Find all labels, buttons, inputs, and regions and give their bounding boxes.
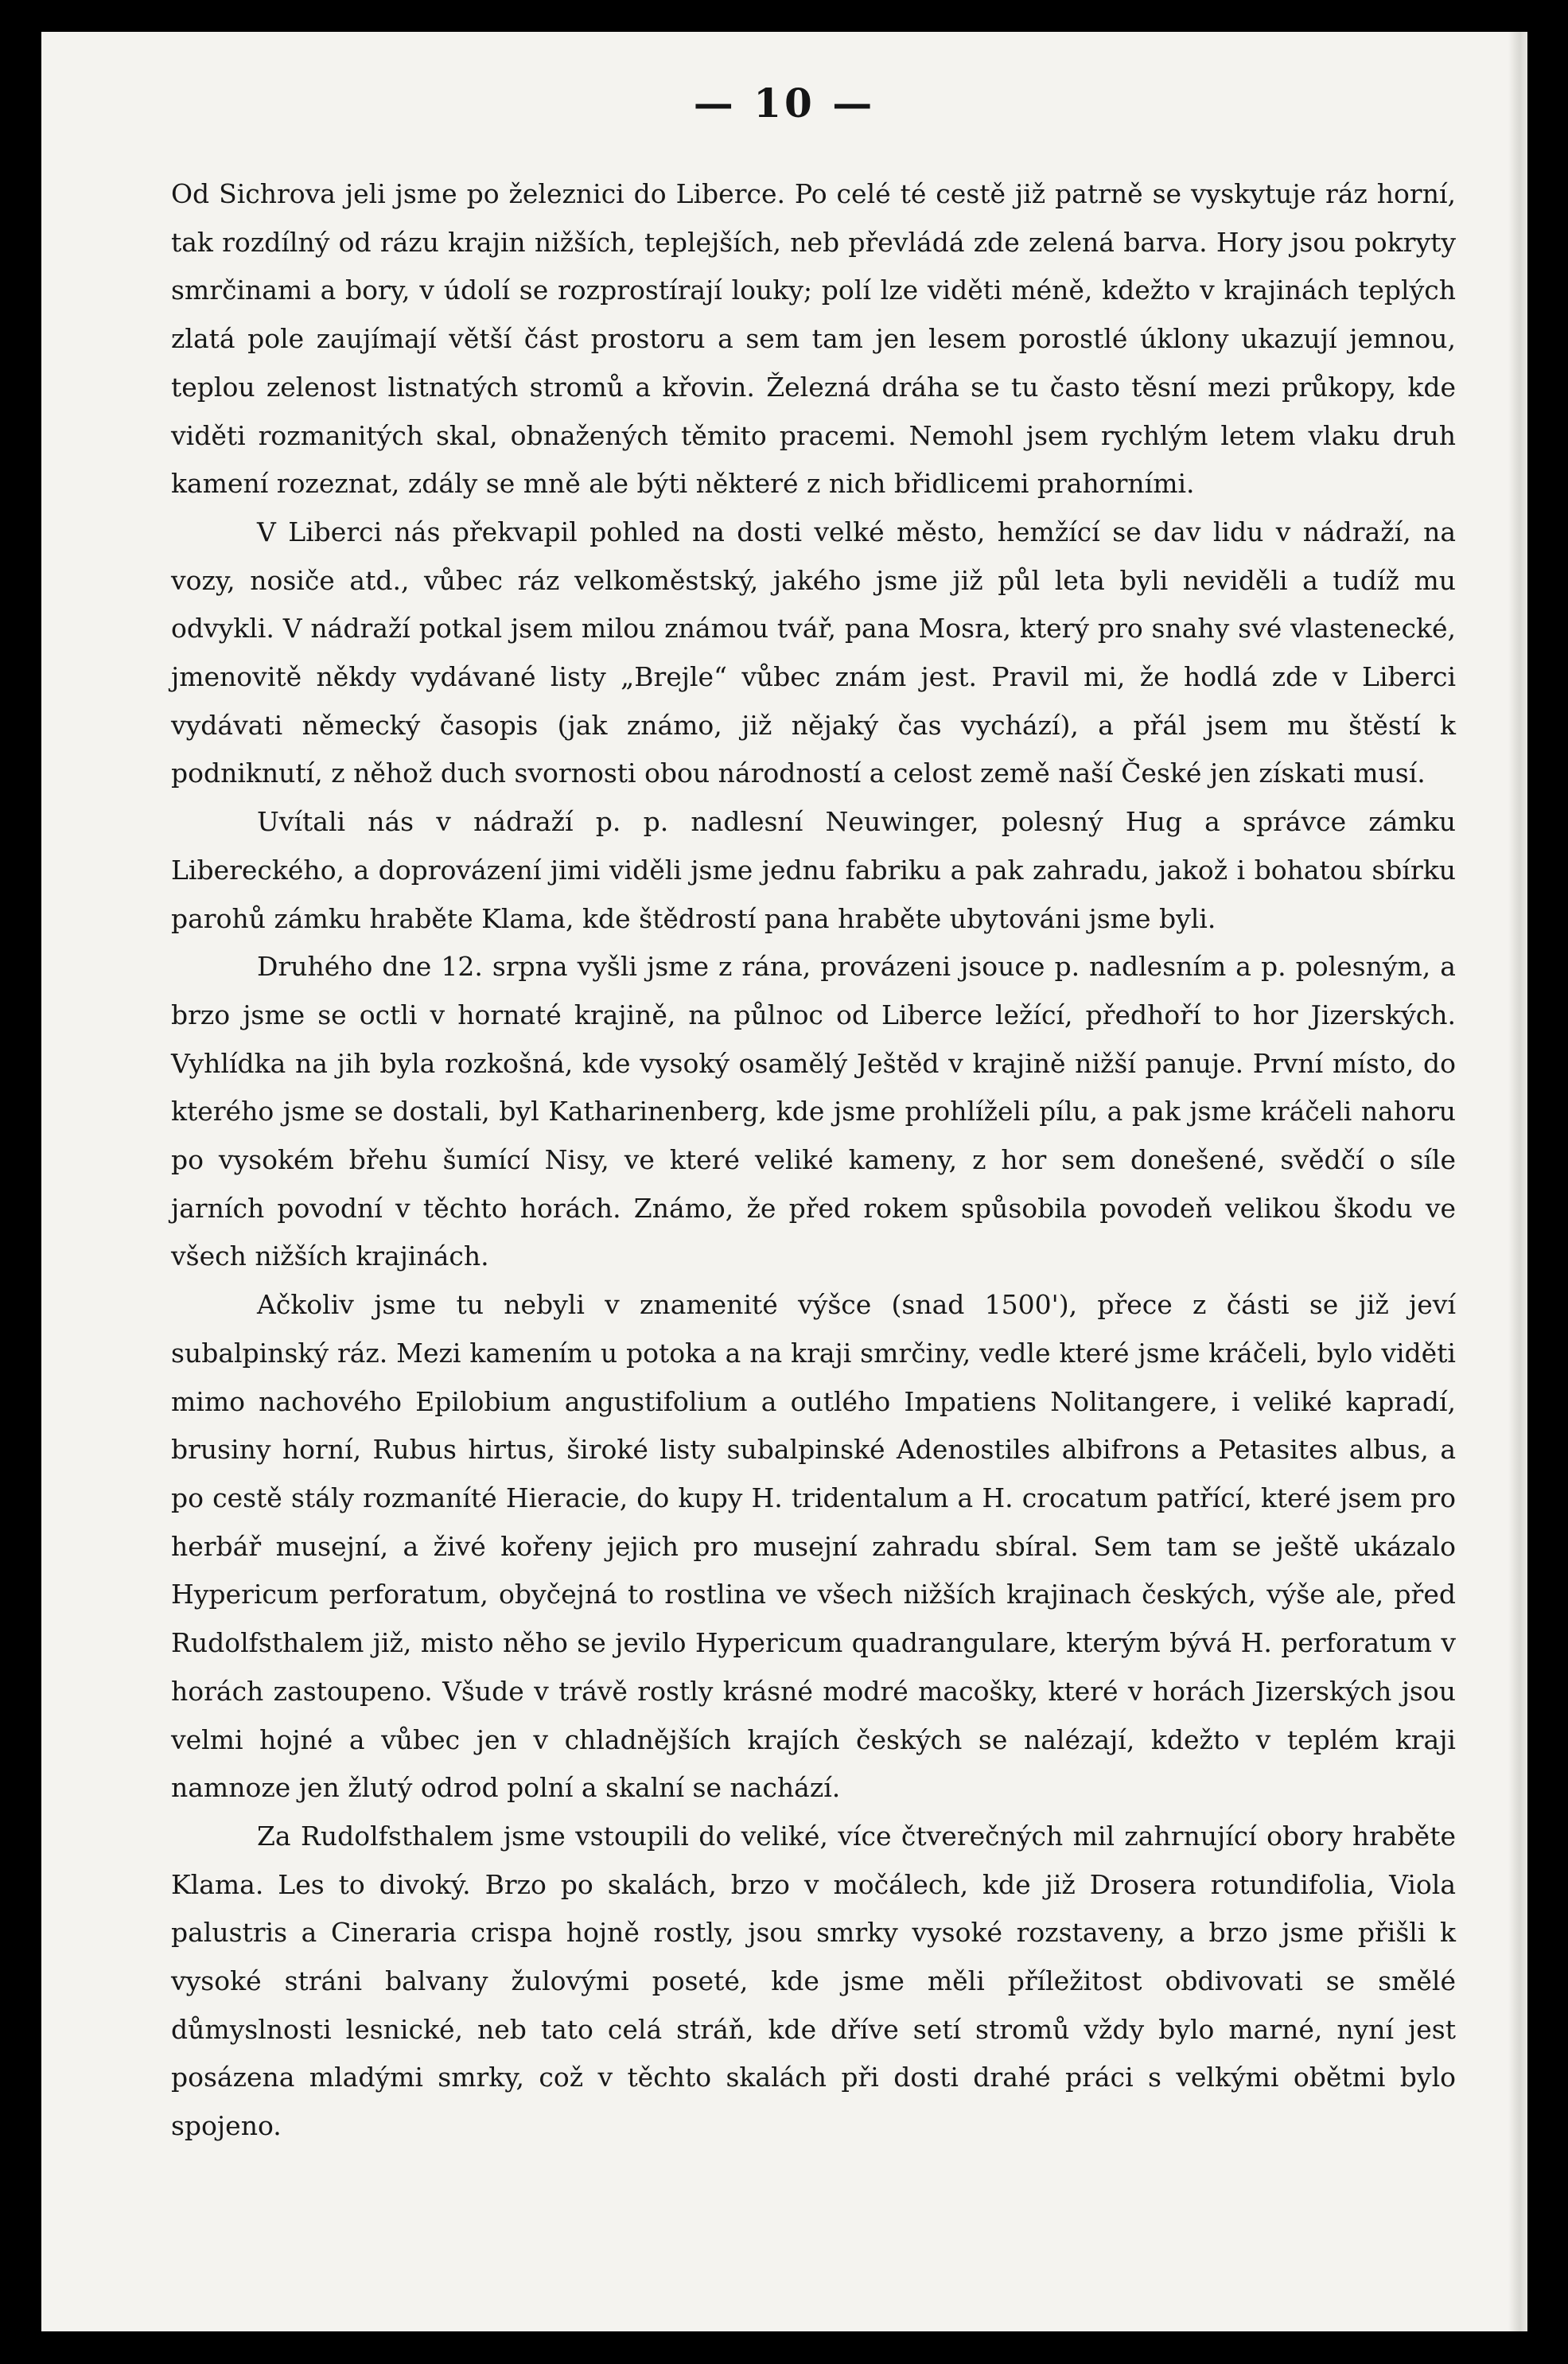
- paragraph-4: Druhého dne 12. srpna vyšli jsme z rána, provázeni jsouce p. nadlesním a p. polesným, a brzo jsme se octli v hornaté krajině, na půlnoc od Liberce ležící, předhoří to hor Jizerských. Vyhlídka na jih byla rozkošná, kde vysoký osamělý Ještěd v krajině nižší panuje. První místo, do kterého jsme se dostali, byl Katharinenberg, kde jsme prohlíželi pílu, a pak jsme kráčeli nahoru po vysokém břehu šumící Nisy, ve které veliké kameny, z hor sem donešené, svědčí o síle jarních povodní v těchto horách. Známo, že před rokem spůsobila povodeň velikou škodu ve všech nižších krajinách.: [171, 951, 1456, 1272]
- paragraph-5: Ačkoliv jsme tu nebyli v znamenité výšce (snad 1500'), přece z části se již jeví subalpinský ráz. Mezi kamením u potoka a na kraji smrčiny, vedle které jsme kráčeli, bylo viděti mimo nachového Epilobium angustifolium a outlého Impatiens Nolitangere, i veliké kapradí, brusiny horní, Rubus hirtus, široké listy subalpinské Adenostiles albifrons a Petasites albus, a po cestě stály rozmaníté Hieracie, do kupy H. tridentalum a H. crocatum patřící, které jsem pro herbář musejní, a živé kořeny jejich pro musejní zahradu sbíral. Sem tam se ještě ukázalo Hypericum perforatum, obyčejná to rostlina ve všech nižších krajinach českých, výše ale, před Rudolfsthalem již, misto něho se jevilo Hypericum quadrangulare, kterým bývá H. perforatum v horách zastoupeno. Všude v trávě rostly krásné modré macošky, které v horách Jizerských jsou velmi hojné a vůbec jen v chladnějších krajích českých se nalézají, kdežto v teplém kraji namnoze jen žlutý odrod polní a skalní se nachází.: [171, 1289, 1456, 1804]
- body-text: [171, 170, 1456, 2151]
- book-page: [41, 32, 1527, 2331]
- paragraph-2: V Liberci nás překvapil pohled na dosti velké město, hemžící se dav lidu v nádraží, na vozy, nosiče atd., vůbec ráz velkoměstský, jakého jsme již půl leta byli neviděli a tudíž mu odvykli. V nádraží potkal jsem milou známou tvář, pana Mosra, který pro snahy své vlastenecké, jmenovitě někdy vydávané listy „Brejle“ vůbec znám jest. Pravil mi, že hodlá zde v Liberci vydávati německý časopis (jak známo, již nějaký čas vychází), a přál jsem mu štěstí k podniknutí, z něhož duch svornosti obou národností a celost země naší České jen získati musí.: [171, 516, 1456, 789]
- page-number: — 10 —: [693, 80, 876, 127]
- paragraph-6: Za Rudolfsthalem jsme vstoupili do veliké, více čtverečných mil zahrnující obory hraběte Klama. Les to divoký. Brzo po skalách, brzo v močálech, kde již Drosera rotundifolia, Viola palustris a Cineraria crispa hojně rostly, jsou smrky vysoké rozstaveny, a brzo jsme přišli k vysoké stráni balvany žulovými poseté, kde jsme měli příležitost obdivovati se smělé důmyslnosti lesnické, neb tato celá stráň, kde dříve setí stromů vždy bylo marné, nyní jest posázena mladými smrky, což v těchto skalách při dosti drahé práci s velkými obětmi bylo spojeno.: [171, 1820, 1456, 2142]
- paragraph-1: Od Sichrova jeli jsme po železnici do Liberce. Po celé té cestě již patrně se vyskytuje ráz horní, tak rozdílný od rázu krajin nižších, teplejších, neb převládá zde zelená barva. Hory jsou pokryty smrčinami a bory, v údolí se rozprostírají louky; polí lze viděti méně, kdežto v krajinách teplých zlatá pole zaujímají větší část prostoru a sem tam jen lesem porostlé úklony ukazují jemnou, teplou zelenost listnatých stromů a křovin. Železná dráha se tu často těsní mezi průkopy, kde viděti rozmanitých skal, obnažených těmito pracemi. Nemohl jsem rychlým letem vlaku druh kamení rozeznat, zdály se mně ale býti některé z nich břidlicemi prahorními.: [171, 178, 1456, 500]
- paragraph-3: Uvítali nás v nádraží p. p. nadlesní Neuwinger, polesný Hug a správce zámku Libereckého, a doprovázení jimi viděli jsme jednu fabriku a pak zahradu, jakož i bohatou sbírku parohů zámku hraběte Klama, kde štědrostí pana hraběte ubytováni jsme byli.: [171, 806, 1456, 934]
- page-edge-shadow: [1508, 32, 1527, 2331]
